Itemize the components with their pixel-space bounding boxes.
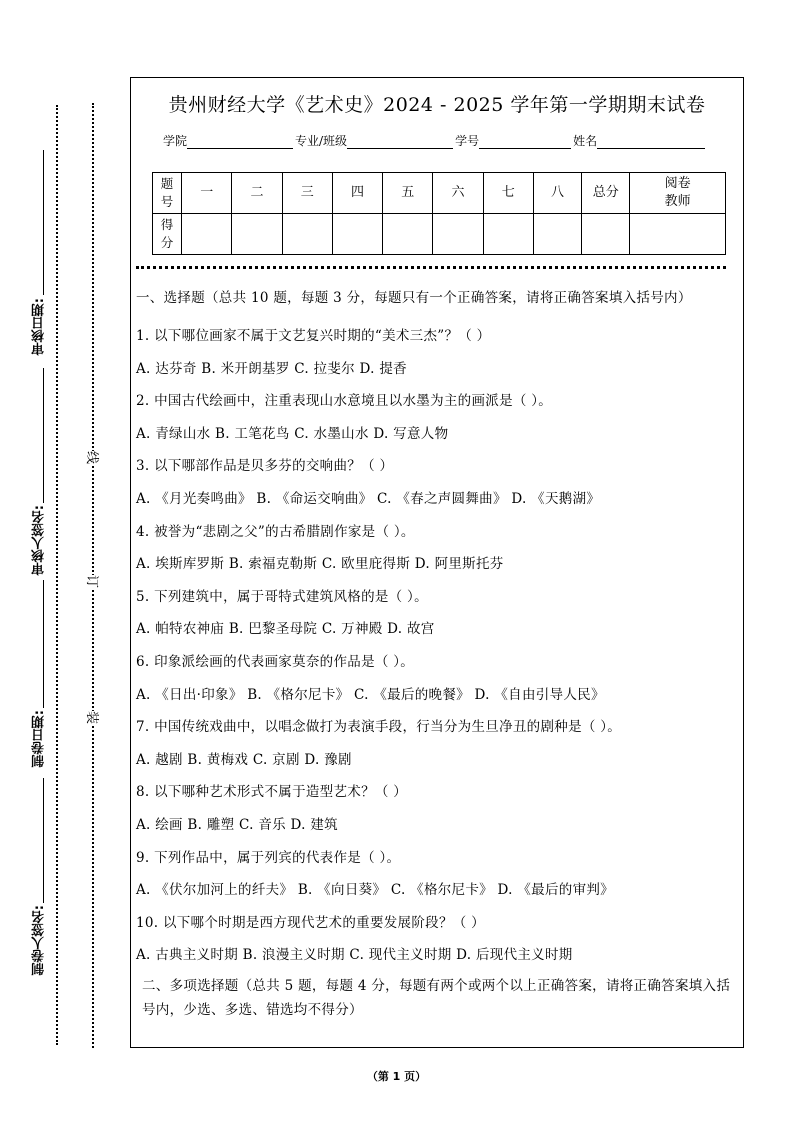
reviewer-sign-line[interactable] [43,368,44,503]
section1-heading: 一、选择题（总共 10 题，每题 3 分，每题只有一个正确答案，请将正确答案填入括号内） [136,290,692,306]
score-table-header-row [153,173,726,214]
question-9: 9. 下列作品中，属于列宾的代表作是（ ）。 [136,849,401,866]
score-col-grader: 阅卷教师 [630,173,726,214]
question-8-options: A. 绘画 B. 雕塑 C. 音乐 D. 建筑 [136,816,338,833]
college-label: 学院 [163,134,188,148]
score-col-4: 四 [332,173,382,214]
score-col-8: 八 [533,173,581,214]
score-col-2: 二 [232,173,282,214]
question-9-options: A. 《伏尔加河上的纤夫》 B. 《向日葵》 C. 《格尔尼卡》 D. 《最后的审判》 [136,882,614,899]
question-7: 7. 中国传统戏曲中，以唱念做打为表演手段，行当分为生旦净丑的剧种是（ ）。 [136,719,622,736]
score-col-3: 三 [282,173,332,214]
score-row-label-tihao: 题号 [153,173,182,214]
name-field[interactable] [597,134,705,149]
score-cell-total[interactable] [582,214,630,255]
maker-sign-line[interactable] [43,778,44,903]
question-10: 10. 以下哪个时期是西方现代艺术的重要发展阶段？（ ） [136,914,485,931]
score-cell-5[interactable] [383,214,433,255]
student-info-row [163,132,707,149]
question-3: 3. 以下哪部作品是贝多芬的交响曲？（ ） [136,458,394,475]
binding-char-ding: 订 [84,575,103,588]
question-2: 2. 中国古代绘画中，注重表现山水意境且以水墨为主的画派是（ ）。 [136,393,553,410]
score-cell-grader[interactable] [630,214,726,255]
score-table-score-row [153,214,726,255]
dotted-separator [136,266,726,269]
question-3-options: A. 《月光奏鸣曲》 B. 《命运交响曲》 C. 《春之声圆舞曲》 D. 《天鹅湖》 [136,490,601,507]
question-10-options: A. 古典主义时期 B. 浪漫主义时期 C. 现代主义时期 D. 后现代主义时期 [136,947,573,964]
binding-dotted-line-outer [56,105,58,1045]
name-label: 姓名 [573,134,598,148]
question-1: 1. 以下哪位画家不属于文艺复兴时期的“美术三杰”？（ ） [136,328,491,344]
maker-date-line[interactable] [43,580,44,708]
exam-title: 贵州财经大学《艺术史》2024 - 2025 学年第一学期期末试卷 [168,94,706,116]
exam-frame [130,77,744,1048]
score-table [152,172,726,255]
binding-char-zhuang: 装 [84,711,103,724]
section2-heading: 二、多项选择题（总共 5 题，每题 4 分，每题有两个或两个以上正确答案，请将正确答案填入括号内，少选、多选、错选均不得分） [142,977,731,1018]
page-number: （第 1 页） [366,1070,427,1083]
reviewer-sign-label: 审核人签名: [32,505,47,576]
score-cell-8[interactable] [533,214,581,255]
maker-sign-label: 制卷人签名: [32,905,47,976]
score-col-7: 七 [483,173,533,214]
score-row-label-defen: 得分 [153,214,182,255]
student-id-label: 学号 [455,134,480,148]
question-5: 5. 下列建筑中，属于哥特式建筑风格的是（ ）。 [136,588,428,605]
major-field[interactable] [347,134,453,149]
question-2-options: A. 青绿山水 B. 工笔花鸟 C. 水墨山水 D. 写意人物 [136,425,449,442]
question-4-options: A. 埃斯库罗斯 B. 索福克勒斯 C. 欧里庇得斯 D. 阿里斯托芬 [136,556,504,573]
question-6: 6. 印象派绘画的代表画家莫奈的作品是（ ）。 [136,653,415,670]
question-1-options: A. 达芬奇 B. 米开朗基罗 C. 拉斐尔 D. 提香 [136,360,407,377]
question-4: 4. 被誉为“悲剧之父”的古希腊剧作家是（ ）。 [136,523,415,540]
score-col-1: 一 [182,173,232,214]
review-date-label: 审核日期: [32,298,47,356]
score-cell-1[interactable] [182,214,232,255]
score-col-6: 六 [433,173,483,214]
college-field[interactable] [187,134,293,149]
question-7-options: A. 越剧 B. 黄梅戏 C. 京剧 D. 豫剧 [136,751,352,768]
score-col-total: 总分 [582,173,630,214]
question-6-options: A. 《日出·印象》 B. 《格尔尼卡》 C. 《最后的晚餐》 D. 《自由引导人民》 [136,686,605,703]
student-id-field[interactable] [479,134,571,149]
question-5-options: A. 帕特农神庙 B. 巴黎圣母院 C. 万神殿 D. 故宫 [136,621,435,638]
score-col-5: 五 [383,173,433,214]
score-cell-2[interactable] [232,214,282,255]
maker-date-label: 制卷日期: [32,710,47,768]
score-cell-6[interactable] [433,214,483,255]
major-label: 专业/班级 [295,134,348,148]
exam-content [136,286,736,1022]
question-8: 8. 以下哪种艺术形式不属于造型艺术？（ ） [136,784,408,801]
score-cell-7[interactable] [483,214,533,255]
review-date-line[interactable] [43,150,44,295]
binding-char-xian: 线 [84,451,103,464]
score-cell-3[interactable] [282,214,332,255]
score-cell-4[interactable] [332,214,382,255]
